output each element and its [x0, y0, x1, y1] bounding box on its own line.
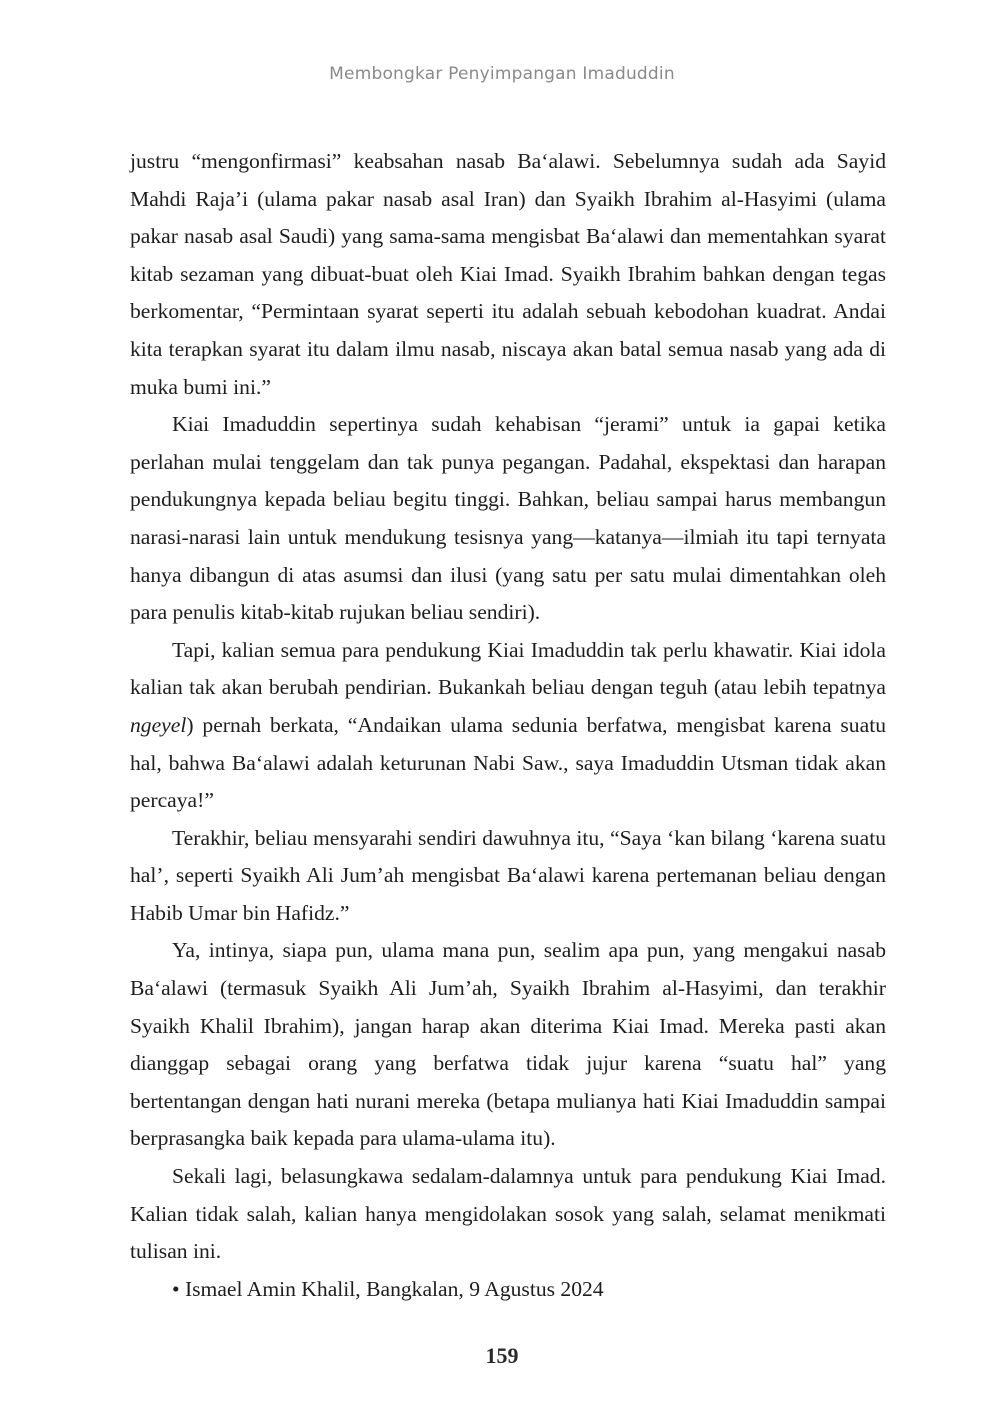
paragraph-6: Sekali lagi, belasungkawa sedalam-dalamnya untuk para pendukung Kiai Imad. Kalian tidak salah, kalian hanya mengidolakan sosok yang salah, selamat menikmati tulisan ini.	[130, 1164, 886, 1264]
author-signature-line: • Ismael Amin Khalil, Bangkalan, 9 Agustus 2024	[172, 1276, 604, 1301]
paragraph-5: Ya, intinya, siapa pun, ulama mana pun, sealim apa pun, yang mengakui nasab Ba‘alawi (termasuk Syaikh Ali Jum’ah, Syaikh Ibrahim al-Hasyimi, dan terakhir Syaikh Khalil Ibrahim), jangan harap akan diterima Kiai Imad. Mereka pasti akan dianggap sebagai orang yang berfatwa tidak jujur karena “suatu hal” yang bertentangan dengan hati nurani mereka (betapa mulianya hati Kiai Imaduddin sampai berprasangka baik kepada para ulama-ulama itu).	[130, 938, 886, 1151]
paragraph-3	[130, 632, 886, 820]
paragraph-2: Kiai Imaduddin sepertinya sudah kehabisan “jerami” untuk ia gapai ketika perlahan mulai tenggelam dan tak punya pegangan. Padahal, ekspektasi dan harapan pendukungnya kepada beliau begitu tinggi. Bahkan, beliau sampai harus membangun narasi-narasi lain untuk mendukung tesisnya yang—katanya—ilmiah itu tapi ternyata hanya dibangun di atas asumsi dan ilusi (yang satu per satu mulai dimentahkan oleh para penulis kitab-kitab rujukan beliau sendiri).	[130, 412, 886, 625]
page-number: 159	[485, 1343, 519, 1368]
paragraph-3-text-after: ) pernah berkata, “Andaikan ulama sedunia berfatwa, mengisbat karena suatu hal, bahwa Ba‘alawi adalah keturunan Nabi Saw., saya Imaduddin Utsman tidak akan percaya!”	[130, 712, 886, 813]
running-header: Membongkar Penyimpangan Imaduddin	[329, 64, 675, 84]
body-text	[130, 143, 886, 1308]
paragraph-3-text-before: Tapi, kalian semua para pendukung Kiai Imaduddin tak perlu khawatir. Kiai idola kalian tak akan berubah pendirian. Bukankah beliau dengan teguh (atau lebih tepatnya	[130, 637, 886, 700]
paragraph-4: Terakhir, beliau mensyarahi sendiri dawuhnya itu, “Saya ‘kan bilang ‘karena suatu hal’, seperti Syaikh Ali Jum’ah mengisbat Ba‘alawi karena pertemanan beliau dengan Habib Umar bin Hafidz.”	[130, 825, 886, 925]
paragraph-3-italic-term: ngeyel	[130, 712, 187, 737]
paragraph-1: justru “mengonfirmasi” keabsahan nasab Ba‘alawi. Sebelumnya sudah ada Sayid Mahdi Raja’i (ulama pakar nasab asal Iran) dan Syaikh Ibrahim al-Hasyimi (ulama pakar nasab asal Saudi) yang sama-sama mengisbat Ba‘alawi dan mementahkan syarat kitab sezaman yang dibuat-buat oleh Kiai Imad. Syaikh Ibrahim bahkan dengan tegas berkomentar, “Permintaan syarat seperti itu adalah sebuah kebodohan kuadrat. Andai kita terapkan syarat itu dalam ilmu nasab, niscaya akan batal semua nasab yang ada di muka bumi ini.”	[130, 149, 886, 399]
